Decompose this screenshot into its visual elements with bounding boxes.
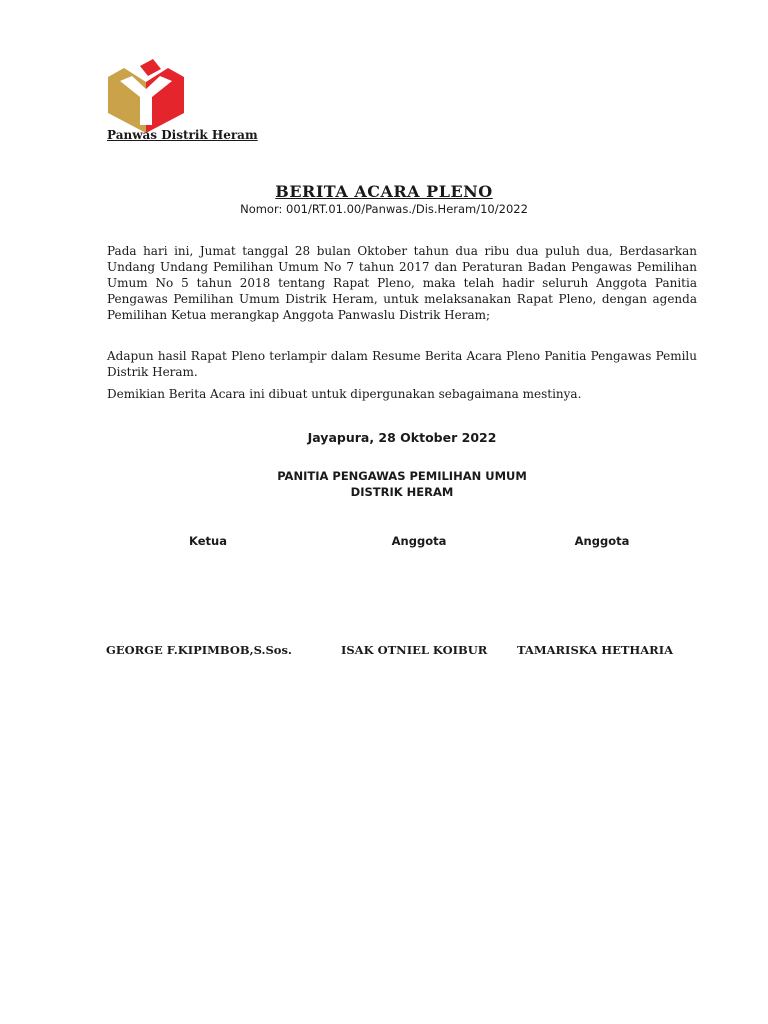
paragraph-closing: Demikian Berita Acara ini dibuat untuk dipergunakan sebagaimana mestinya. (107, 387, 582, 401)
committee-line-1: PANITIA PENGAWAS PEMILIHAN UMUM (277, 469, 527, 483)
paragraph-opening: Pada hari ini, Jumat tanggal 28 bulan Oktober tahun dua ribu dua puluh dua, Berdasarkan Undang Undang Pemilihan Umum No 7 tahun 2017 dan Peraturan Badan Pengawas Pemilihan Umum No 5 tahun 2018 tentang Rapat Pleno, maka telah hadir seluruh Anggota Panitia Pengawas Pemilihan Umum Distrik Heram, untuk melaksanakan Rapat Pleno, dengan agenda Pemilihan Ketua merangkap Anggota Panwaslu Distrik Heram; (107, 244, 697, 322)
signatory-name-anggota-1: ISAK OTNIEL KOIBUR (341, 643, 488, 657)
role-ketua: Ketua (189, 534, 227, 548)
committee-line-2: DISTRIK HERAM (350, 485, 454, 499)
paragraph-result: Adapun hasil Rapat Pleno terlampir dalam Resume Berita Acara Pleno Panitia Pengawas Pemilu Distrik Heram. (107, 349, 697, 379)
signatory-name-ketua: GEORGE F.KIPIMBOB,S.Sos. (106, 643, 292, 657)
document-number: Nomor: 001/RT.01.00/Panwas./Dis.Heram/10/2022 (240, 202, 528, 216)
role-anggota-2: Anggota (574, 534, 630, 548)
organization-name: Panwas Distrik Heram (107, 128, 258, 142)
place-date: Jayapura, 28 Oktober 2022 (307, 430, 497, 445)
bawaslu-logo-icon (106, 57, 186, 135)
role-anggota-1: Anggota (391, 534, 447, 548)
document-title: BERITA ACARA PLENO (275, 182, 493, 201)
committee-name (0, 468, 768, 500)
signatory-name-anggota-2: TAMARISKA HETHARIA (517, 643, 674, 657)
